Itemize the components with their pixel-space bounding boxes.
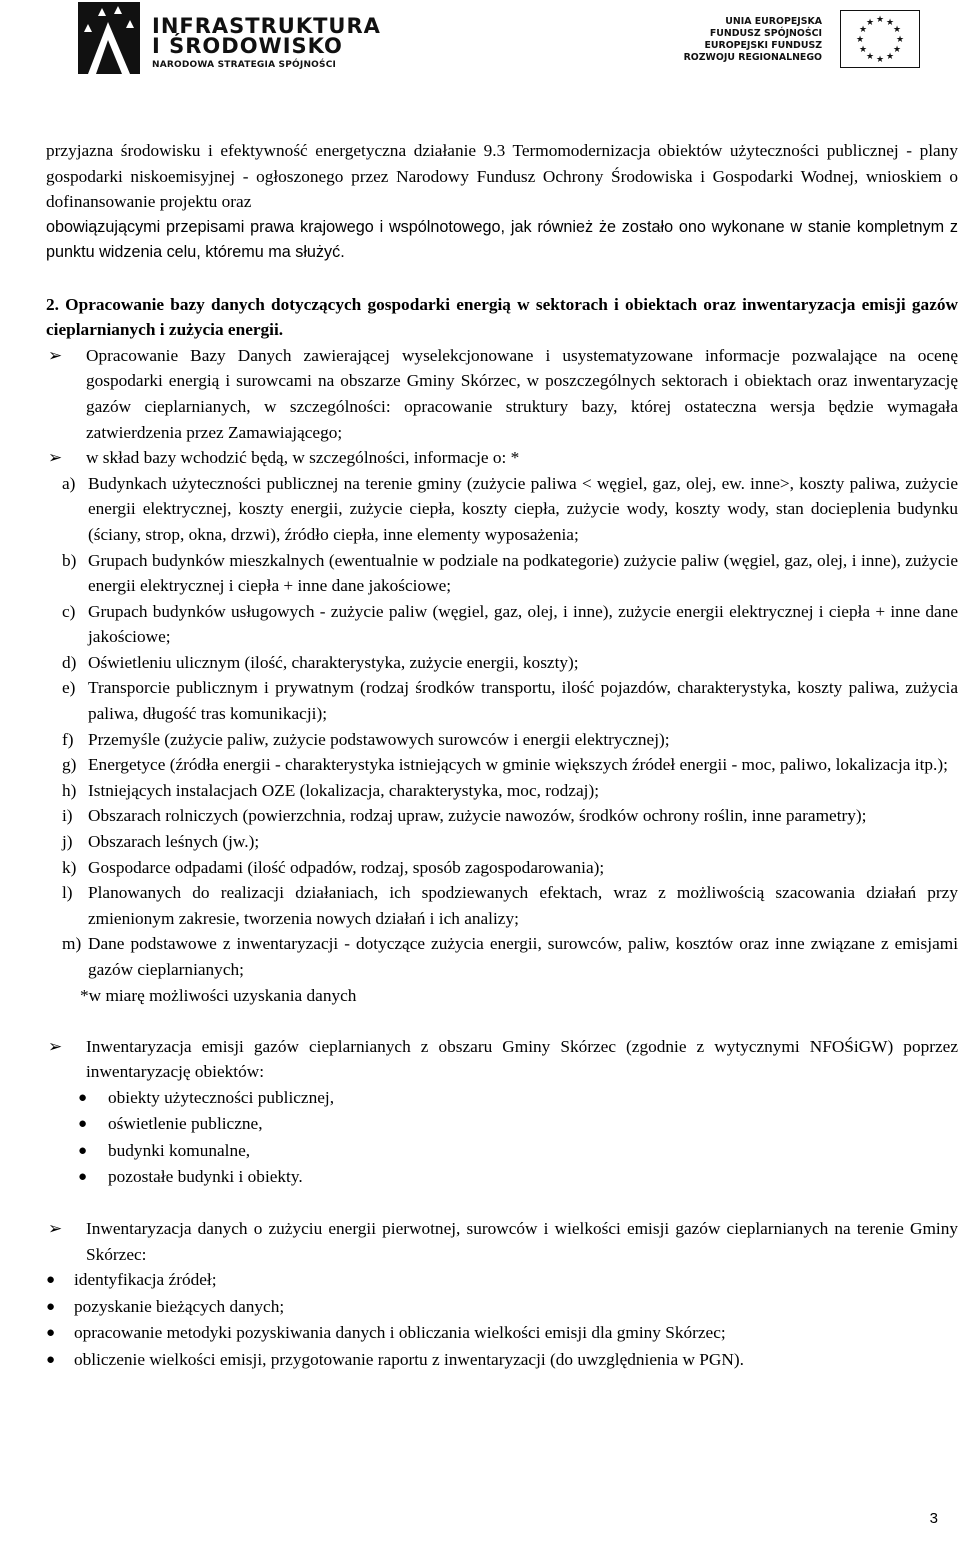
dot-list-item: [46, 1267, 958, 1293]
arrow-bullet-icon: ➢: [48, 1219, 63, 1239]
eu-flag-icon: [840, 10, 920, 68]
svg-text:★: ★: [855, 35, 865, 45]
dot-list-item: [46, 1294, 958, 1320]
infrastruktura-logo: [78, 2, 381, 74]
bullet-dot-icon: ●: [78, 1116, 88, 1133]
arrow-bullet: [46, 1034, 958, 1085]
svg-text:★: ★: [885, 18, 895, 28]
svg-text:★: ★: [892, 25, 902, 35]
dot-list-item: [46, 1138, 958, 1164]
dot-list-text: pozyskanie bieżących danych;: [74, 1296, 285, 1316]
list-item-label: e): [62, 678, 76, 698]
svg-text:★: ★: [885, 52, 895, 62]
list-item-label: i): [62, 806, 73, 826]
eu-line: EUROPEJSKI FUNDUSZ: [704, 40, 822, 51]
eu-line: UNIA EUROPEJSKA: [725, 16, 822, 27]
document-body: [46, 138, 958, 1373]
dot-list-item: [46, 1347, 958, 1373]
bullet-dot-icon: ●: [46, 1272, 56, 1289]
list-item: [62, 752, 958, 778]
dot-list-text: pozostałe budynki i obiekty.: [108, 1167, 303, 1187]
lettered-list: [46, 471, 958, 983]
intro-paragraph: przyjazna środowisku i efektywność energetyczna działanie 9.3 Termomodernizacja obiektów użyteczności publicznej - plany gospodarki niskoemisyjnej - ogłoszonego przez Narodowy Fundusz Ochrony Środowiska i Gospodarki Wodnej, wnioskiem o dofinansowanie projektu oraz: [46, 141, 958, 212]
svg-text:★: ★: [892, 45, 902, 55]
intro-paragraph-continued: obowiązującymi przepisami prawa krajowego i wspólnotowego, jak również że zostało ono wykonane w stanie kompletnym z punktu widzenia celu, któremu ma służyć.: [46, 217, 958, 262]
list-item-text: Dane podstawowe z inwentaryzacji - dotyczące zużycia energii, surowców, paliw, kosztów oraz inne związane z emisjami gazów cieplarnianych;: [88, 934, 958, 979]
arrow-bullet-icon: ➢: [48, 1036, 63, 1056]
svg-text:★: ★: [895, 35, 905, 45]
list-item: [62, 727, 958, 753]
eu-line: ROZWOJU REGIONALNEGO: [683, 52, 822, 63]
footnote: *w miarę możliwości uzyskania danych: [80, 985, 357, 1005]
svg-text:★: ★: [875, 15, 885, 25]
list-item-text: Grupach budynków mieszkalnych (ewentualnie w podziale na podkategorie) zużycie paliw (węgiel, gaz, olej, i inne), zużycie energii elektrycznej i ciepła + inne dane jakościowe;: [88, 550, 958, 596]
list-item-text: Obszarach leśnych (jw.);: [88, 832, 260, 852]
list-item-label: d): [62, 652, 77, 672]
list-item: [62, 675, 958, 726]
list-item-label: b): [62, 550, 77, 570]
arrow-bullet-icon: ➢: [48, 345, 63, 365]
dot-list-item: [46, 1164, 958, 1190]
dot-list-item: [46, 1320, 958, 1346]
arrow-bullet: [46, 1216, 958, 1267]
list-item: [62, 778, 958, 804]
list-item-label: c): [62, 601, 76, 621]
bullet-text: Inwentaryzacja emisji gazów cieplarnianych z obszaru Gminy Skórzec (zgodnie z wytycznymi NFOŚiGW) poprzez inwentaryzację obiektów:: [86, 1036, 958, 1082]
list-item-label: f): [62, 729, 74, 749]
dot-list: [46, 1267, 958, 1373]
svg-text:★: ★: [858, 25, 868, 35]
bullet-dot-icon: ●: [78, 1142, 88, 1159]
list-item-text: Gospodarce odpadami (ilość odpadów, rodzaj, sposób zagospodarowania);: [88, 857, 605, 877]
list-item-label: l): [62, 883, 73, 903]
list-item-text: Przemyśle (zużycie paliw, zużycie podstawowych surowców i energii elektrycznej);: [88, 729, 670, 749]
page-number: 3: [929, 1510, 938, 1527]
eu-logo-text: [662, 16, 822, 64]
dot-list-text: oświetlenie publiczne,: [108, 1114, 263, 1134]
eu-line: FUNDUSZ SPÓJNOŚCI: [709, 28, 822, 39]
list-item-text: Oświetleniu ulicznym (ilość, charakterystyka, zużycie energii, koszty);: [88, 652, 579, 672]
svg-text:★: ★: [865, 52, 875, 62]
list-item-label: h): [62, 780, 77, 800]
logo-mark-icon: [78, 2, 140, 74]
svg-text:★: ★: [875, 55, 885, 65]
eu-logo: [662, 10, 922, 72]
list-item-label: g): [62, 755, 77, 775]
list-item-text: Budynkach użyteczności publicznej na terenie gminy (zużycie paliwa < węgiel, gaz, olej, ew. inne>, koszty paliwa, zużycie energii elektrycznej, koszty energii, zużycie ciepła, koszty ciepła, zużycie wody, koszty wody, stan docieplenia budynku (ściany, strop, okna, drzwi), źródło ciepła, inne elementy wyposażenia;: [88, 473, 958, 544]
bullet-text: Opracowanie Bazy Danych zawierającej wyselekcjonowane i usystematyzowane informacje pozwalające na ocenę gospodarki energią i surowcami na obszarze Gminy Skórzec, w poszczególnych sektorach i obiektach oraz inwentaryzację gazów cieplarnianych, w szczególności: opracowanie struktury bazy, której ostateczna wersja będzie wymagała zatwierdzenia przez Zamawiającego;: [86, 345, 958, 442]
list-item: [62, 855, 958, 881]
bullet-dot-icon: ●: [46, 1325, 56, 1342]
list-item-label: a): [62, 473, 76, 493]
list-item: [62, 599, 958, 650]
logo-text-line2: I ŚRODOWISKO: [152, 34, 343, 58]
svg-text:★: ★: [858, 45, 868, 55]
bullet-text: Inwentaryzacja danych o zużyciu energii pierwotnej, surowców i wielkości emisji gazów cieplarnianych na terenie Gminy Skórzec:: [86, 1219, 958, 1264]
list-item-text: Energetyce (źródła energii - charakterystyka istniejących w gminie większych źródeł energii - moc, paliwo, lokalizacja itp.);: [88, 755, 948, 775]
dot-list-item: [46, 1085, 958, 1111]
dot-list-text: obiekty użyteczności publicznej,: [108, 1087, 335, 1107]
list-item-label: k): [62, 857, 77, 877]
dot-list-text: obliczenie wielkości emisji, przygotowanie raportu z inwentaryzacji (do uwzględnienia w PGN).: [74, 1349, 744, 1369]
page-header: [0, 0, 960, 80]
list-item: [62, 880, 958, 931]
bullet-text: w skład bazy wchodzić będą, w szczególności, informacje o: *: [86, 448, 520, 468]
arrow-bullet: [46, 343, 958, 445]
dot-list-text: identyfikacja źródeł;: [74, 1270, 217, 1290]
list-item-text: Istniejących instalacjach OZE (lokalizacja, charakterystyka, moc, rodzaj);: [88, 780, 599, 800]
bullet-dot-icon: ●: [78, 1089, 88, 1106]
list-item-text: Planowanych do realizacji działaniach, ich spodziewanych efektach, wraz z możliwością szacowania działań przy zmienionym zakresie, tworzenia nowych działań i ich analizy;: [88, 883, 958, 928]
logo-text-line1: INFRASTRUKTURA: [152, 14, 381, 38]
list-item: [62, 931, 958, 982]
section-heading: 2. Opracowanie bazy danych dotyczących gospodarki energią w sektorach i obiektach oraz inwentaryzacja emisji gazów cieplarnianych i zużycia energii.: [46, 294, 958, 340]
dot-list-text: budynki komunalne,: [108, 1140, 251, 1160]
list-item: [62, 548, 958, 599]
bullet-dot-icon: ●: [46, 1351, 56, 1368]
list-item: [62, 803, 958, 829]
list-item: [62, 650, 958, 676]
arrow-bullet-icon: ➢: [48, 448, 63, 468]
bullet-dot-icon: ●: [46, 1298, 56, 1315]
arrow-bullet: [46, 445, 958, 471]
list-item-label: j): [62, 832, 73, 852]
dot-list-text: opracowanie metodyki pozyskiwania danych i obliczania wielkości emisji dla gminy Skórzec;: [74, 1323, 726, 1343]
list-item: [62, 471, 958, 548]
list-item: [62, 829, 958, 855]
bullet-dot-icon: ●: [78, 1169, 88, 1186]
dot-list: [46, 1085, 958, 1191]
list-item-text: Grupach budynków usługowych - zużycie paliw (węgiel, gaz, olej, i inne), zużycie energii elektrycznej i ciepła + inne dane jakościowe;: [88, 601, 958, 647]
list-item-text: Obszarach rolniczych (powierzchnia, rodzaj upraw, zużycie nawozów, środków ochrony roślin, inne parametry);: [88, 806, 867, 826]
list-item-text: Transporcie publicznym i prywatnym (rodzaj środków transportu, ilość pojazdów, charakterystyka, koszty paliwa, zużycia paliwa, długość tras komunikacji);: [88, 678, 958, 724]
svg-text:★: ★: [865, 18, 875, 28]
dot-list-item: [46, 1111, 958, 1137]
logo-text-line3: NARODOWA STRATEGIA SPÓJNOŚCI: [152, 60, 337, 70]
list-item-label: m): [62, 934, 82, 954]
